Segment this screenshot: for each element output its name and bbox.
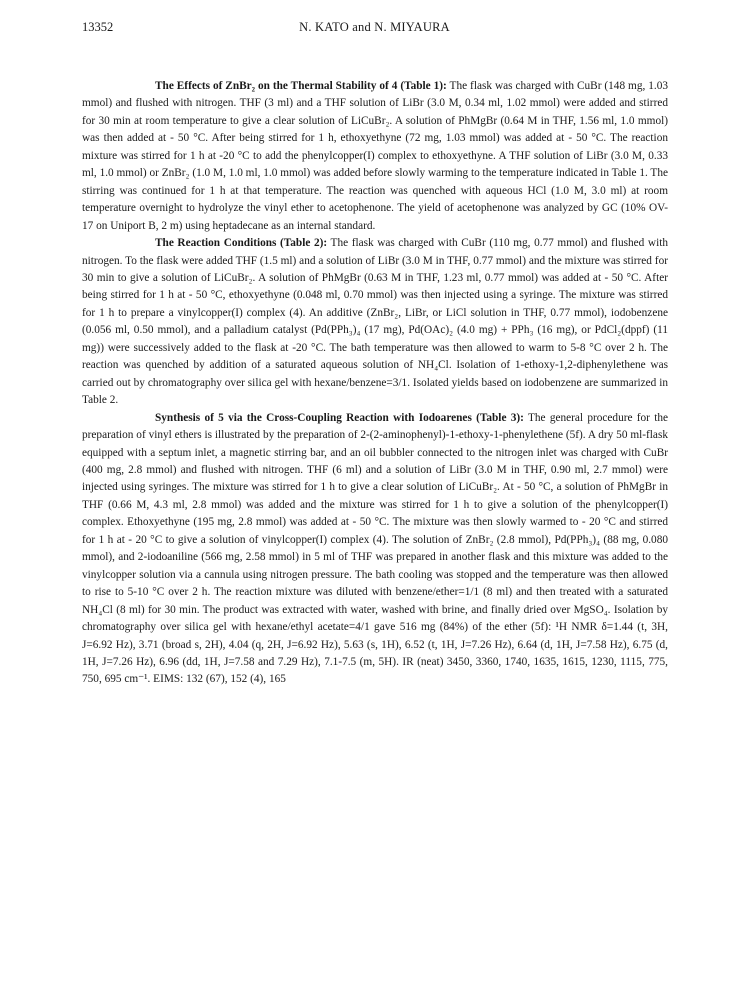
paragraph-text: The general procedure for the preparation of vinyl ethers is illustrated by the preparation of 2-(2-aminophenyl)-1-ethoxy-1-phenylethene (5f). A dry 50 ml-flask equipped with a septum inlet, a magnetic stirring bar, and an oil bubbler connected to the nitrogen inlet was charged with CuBr (400 mg, 2.8 mmol) and flushed with nitrogen. THF (6 ml) and a solution of LiBr (3.0 M in THF, 0.90 ml, 2.7 mmol) were injected using syringes. The mixture was stirred for 1 h to give a clear solution of LiCuBr₂. At - 50 °C, a solution of PhMgBr in THF (0.66 M, 4.3 ml, 2.8 mmol) was added and the mixture was stirred for 1 h to give a solution of the phenylcopper(I) complex. Ethoxyethyne (195 mg, 2.8 mmol) was added at - 50 °C. The mixture was then slowly warmed to - 20 °C and stirred for 1 h at - 20 °C to give a solution of vinylcopper(I) complex (4). The solution of ZnBr₂ (2.8 mmol), Pd(PPh₃)₄ (88 mg, 0.080 mmol), and 2-iodoaniline (566 mg, 2.58 mmol) in 5 ml of THF was prepared in another flask and this mixture was added to the vinylcopper solution via a cannula using nitrogen pressure. The bath cooling was stopped and the temperature was then allowed to rise to 5-10 °C over 2 h. The reaction mixture was diluted with benzene/ether=1/1 (8 ml) and then treated with a saturated NH₄Cl (8 ml) for 30 min. The product was extracted with water, washed with brine, and finally dried over MgSO₄. Isolation by chromatography over silica gel with hexane/ethyl acetate=4/1 gave 516 mg (84%) of the ether (5f): ¹H NMR δ=1.44 (t, 3H, J=6.92 Hz), 3.71 (broad s, 2H), 4.04 (q, 2H, J=6.92 Hz), 5.63 (s, 1H), 6.52 (t, 1H, J=7.26 Hz), 6.64 (d, 1H, J=7.58 Hz), 6.75 (d, 1H, J=7.26 Hz), 6.96 (dd, 1H, J=7.58 and 7.29 Hz), 7.1-7.5 (m, 5H). IR (neat) 3450, 3360, 1740, 1635, 1615, 1230, 1115, 775, 750, 695 cm⁻¹. EIMS: 132 (67), 152 (4), 165 xyxy=(82,411,669,686)
section-heading: The Effects of ZnBr₂ on the Thermal Stability of 4 (Table 1): xyxy=(155,80,447,92)
paragraph-thermal-stability xyxy=(82,78,668,235)
paragraph-text: The flask was charged with CuBr (110 mg, 0.77 mmol) and flushed with nitrogen. To the flask were added THF (1.5 ml) and a solution of LiBr (3.0 M in THF, 0.77 mmol) and the mixture was stirred for 30 min to give a solution of LiCuBr₂. A solution of PhMgBr (0.63 M in THF, 1.23 ml, 0.77 mmol) was added at - 50 °C. After being stirred for 1 h at - 50 °C, ethoxyethyne (0.048 ml, 0.70 mmol) was then injected using a syringe. The mixture was stirred for 1 h to prepare a vinylcopper(I) complex (4). An additive (ZnBr₂, LiBr, or LiCl solution in THF, 0.77 mmol), iodobenzene (0.056 ml, 0.50 mmol), and a palladium catalyst (Pd(PPh₃)₄ (17 mg), Pd(OAc)₂ (4.0 mg) + PPh₃ (16 mg), or PdCl₂(dppf) (11 mg)) were successively added to the flask at -20 °C. The bath temperature was then allowed to warm to 5-8 °C over 2 h. The reaction was quenched by addition of a saturated aqueous solution of NH₄Cl. Isolation of 1-ethoxy-1,2-diphenylethene was carried out by chromatography over silica gel with hexane/benzene=3/1. Isolated yields based on iodobenzene are summarized in Table 2. xyxy=(82,237,668,407)
page-number: 13352 xyxy=(82,20,114,34)
article-body xyxy=(82,78,668,689)
section-heading: Synthesis of 5 via the Cross-Coupling Reaction with Iodoarenes (Table 3): xyxy=(155,411,524,424)
page-header xyxy=(82,20,667,40)
running-head: N. KATO and N. MIYAURA xyxy=(299,20,450,34)
paragraph-text: The flask was charged with CuBr (148 mg, 1.03 mmol) and flushed with nitrogen. THF (3 ml) and a THF solution of LiBr (3.0 M, 0.34 ml, 1.02 mmol) were added and stirred for 30 min at room temperature to give a clear solution of LiCuBr₂. A solution of PhMgBr (0.64 M in THF, 1.56 ml, 1.0 mmol) was then added at - 50 °C. After being stirred for 1 h, ethoxyethyne (72 mg, 1.03 mmol) was added at - 50 °C. The reaction mixture was stirred for 1 h at -20 °C to add the phenylcopper(I) complex to ethoxyethyne. A THF solution of LiBr (3.0 M, 0.33 ml, 1.0 mmol) or ZnBr₂ (1.0 M, 1.0 ml, 1.0 mmol) was added before slowly warming to the temperature indicated in Table 1. The stirring was continued for 1 h at that temperature. The reaction was quenched with aqueous HCl (1.0 M, 3.0 ml) at room temperature overnight to hydrolyze the vinyl ether to acetophenone. The yield of acetophenone was analyzed by GC (10% OV-17 on Uniport B, 2 m) using heptadecane as an internal standard. xyxy=(82,80,669,232)
section-heading: The Reaction Conditions (Table 2): xyxy=(155,237,328,250)
paragraph-reaction-conditions xyxy=(82,235,668,410)
paragraph-synthesis xyxy=(82,410,668,689)
